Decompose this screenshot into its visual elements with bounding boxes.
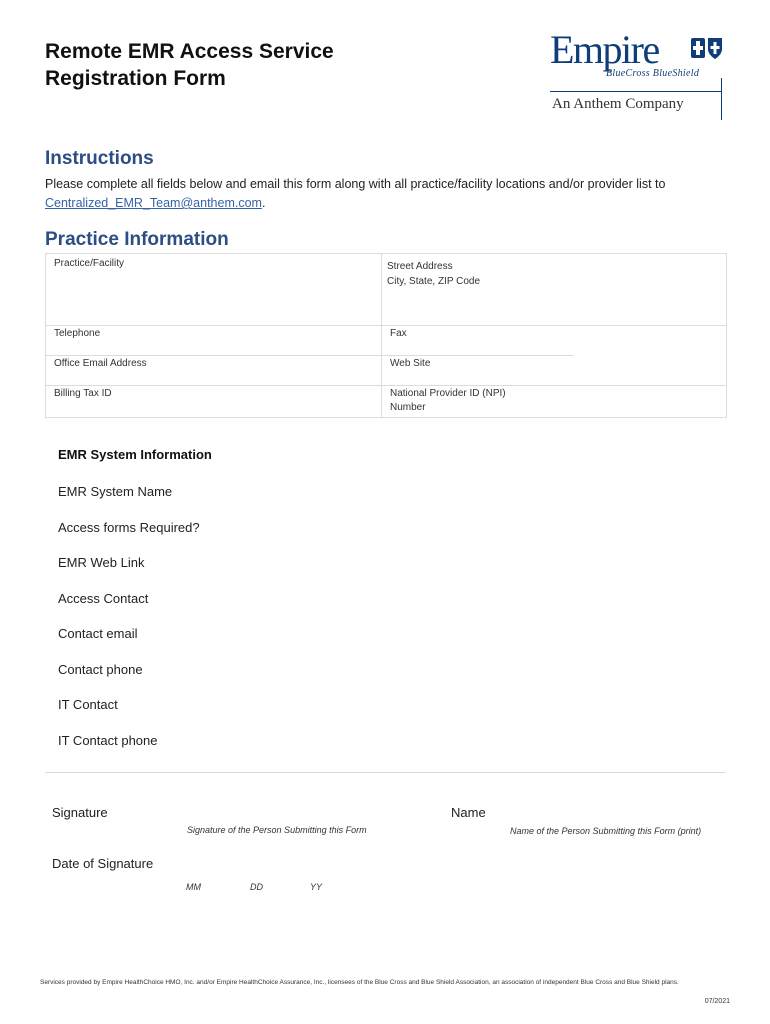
access-contact-field[interactable]: Access Contact (58, 591, 149, 606)
office-email-field[interactable]: Office Email Address (54, 358, 147, 369)
name-label: Name (451, 805, 486, 820)
cross-shield-icon (690, 36, 724, 64)
practice-heading: Practice Information (45, 229, 229, 250)
logo-divider-vertical (721, 78, 722, 120)
emr-system-name-field[interactable]: EMR System Name (58, 484, 173, 499)
table-row-divider (46, 355, 574, 356)
fax-field[interactable]: Fax (390, 328, 407, 339)
npi-field[interactable] (390, 387, 506, 415)
signature-label: Signature (52, 805, 108, 820)
npi-label-line-1: National Provider ID (NPI) (390, 388, 506, 399)
instructions-suffix: . (261, 196, 266, 210)
name-field[interactable]: Name of the Person Submitting this Form (print) (510, 826, 702, 836)
access-forms-required-field[interactable]: Access forms Required? (58, 520, 200, 535)
date-year-field[interactable]: YY (310, 882, 323, 892)
logo-brand: Empire (550, 27, 659, 72)
street-address-field[interactable] (387, 260, 480, 289)
logo-sub: BlueCross BlueShield (606, 68, 700, 79)
it-contact-phone-field[interactable]: IT Contact phone (58, 733, 158, 748)
practice-facility-field[interactable]: Practice/Facility (54, 258, 125, 269)
telephone-field[interactable]: Telephone (54, 328, 101, 339)
contact-email-field[interactable]: Contact email (58, 626, 138, 641)
email-link[interactable]: Centralized_EMR_Team@anthem.com (45, 196, 262, 210)
contact-phone-field[interactable]: Contact phone (58, 662, 143, 677)
logo-divider (550, 91, 722, 92)
emr-web-link-field[interactable]: EMR Web Link (58, 555, 145, 570)
logo-tagline: An Anthem Company (552, 96, 684, 112)
npi-label-line-2: Number (390, 402, 426, 413)
it-contact-field[interactable]: IT Contact (58, 697, 118, 712)
title-line-2: Registration Form (45, 67, 226, 90)
revision-date: 07/2021 (704, 998, 730, 1005)
city-state-zip-label: City, State, ZIP Code (387, 276, 481, 287)
section-divider (45, 772, 725, 773)
street-address-label: Street Address (387, 261, 453, 272)
instructions-body: Please complete all fields below and email this form along with all practice/facility locations and/or provider list to (45, 177, 666, 191)
empire-logo (550, 27, 725, 120)
instructions-heading: Instructions (45, 148, 154, 169)
date-month-field[interactable]: MM (186, 882, 201, 892)
form-title (45, 38, 334, 92)
table-column-divider (381, 254, 382, 417)
table-row-divider (46, 385, 726, 386)
instructions-text (45, 175, 725, 213)
emr-heading: EMR System Information (58, 447, 212, 462)
date-of-signature-label: Date of Signature (52, 856, 154, 871)
practice-info-table (45, 253, 727, 418)
date-day-field[interactable]: DD (250, 882, 263, 892)
table-row-divider (46, 325, 726, 326)
footer-disclaimer: Services provided by Empire HealthChoice HMO, Inc. and/or Empire HealthChoice Assurance, Inc., licensees of the Blue Cross and Blue Shield Association, an association of independent Blue Cross and Blue Shield plans. (40, 979, 679, 986)
web-site-field[interactable]: Web Site (390, 358, 431, 369)
title-line-1: Remote EMR Access Service (45, 40, 334, 63)
billing-tax-id-field[interactable]: Billing Tax ID (54, 388, 112, 399)
signature-field[interactable]: Signature of the Person Submitting this Form (187, 825, 367, 835)
